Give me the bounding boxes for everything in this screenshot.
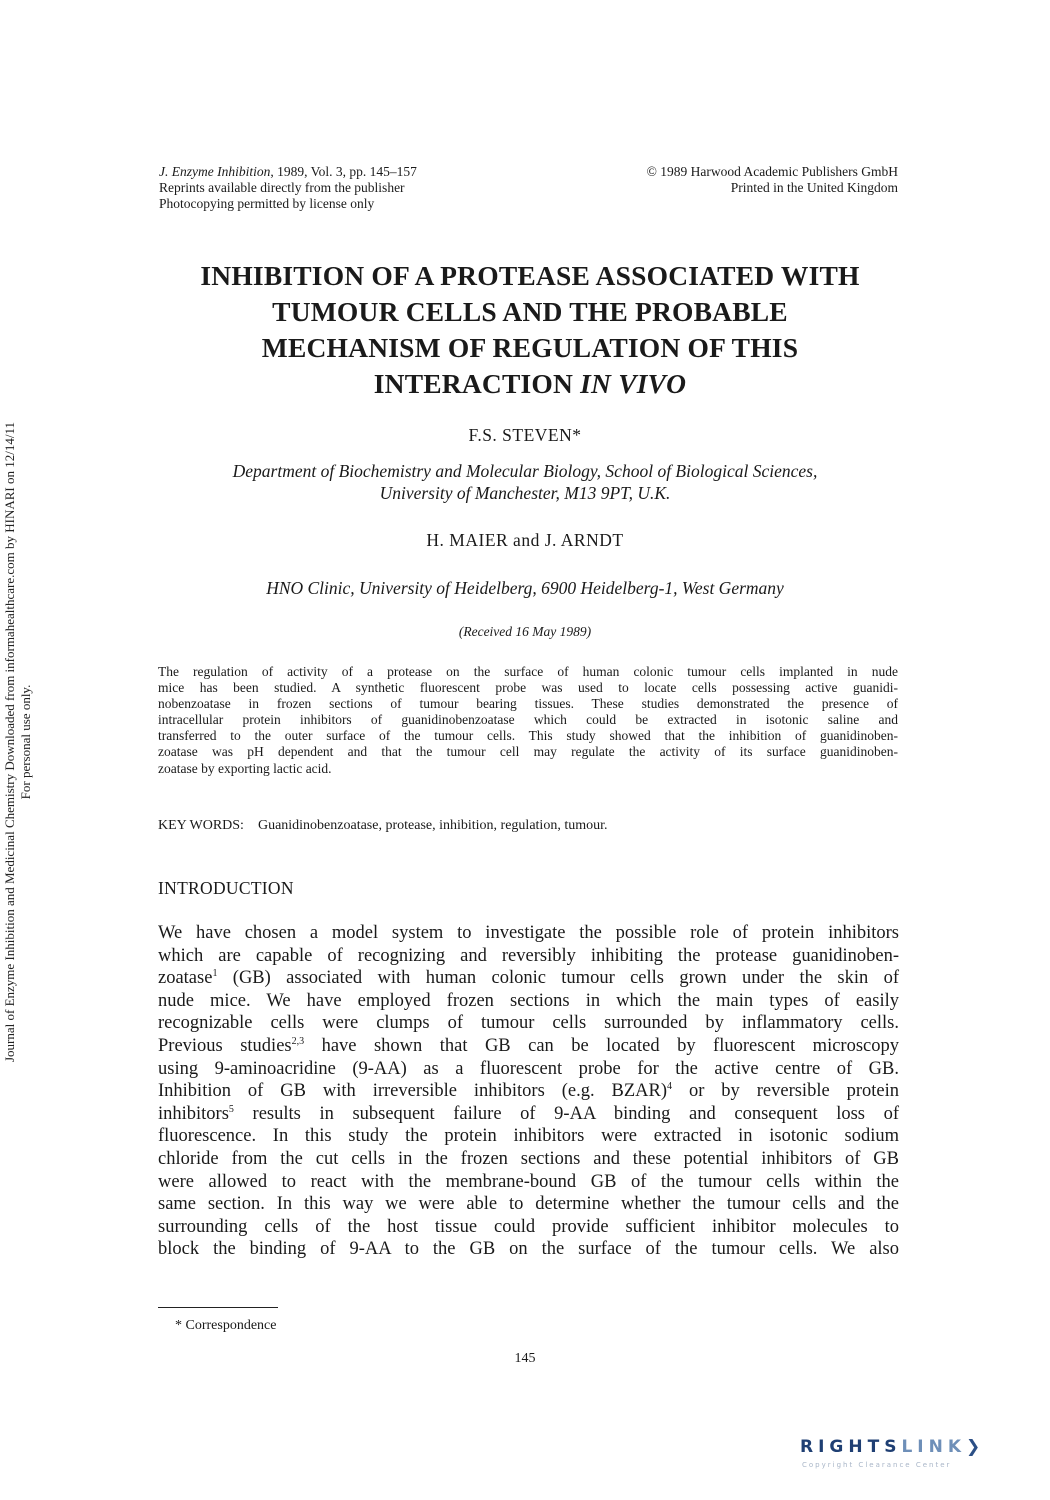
keywords-label: KEY WORDS:	[158, 818, 244, 833]
keywords	[158, 818, 898, 834]
body-line: surrounding cells of the host tissue could provide sufficient inhibitor molecules to	[158, 1216, 899, 1237]
copyright-notice: © 1989 Harwood Academic Publishers GmbH	[646, 164, 898, 179]
download-stamp-line: For personal use only.	[18, 684, 33, 800]
body-line: fluorescence. In this study the protein inhibitors were extracted in isotonic sodium	[158, 1126, 899, 1147]
body-segment: have shown that GB can be located by fluorescent microscopy	[304, 1035, 899, 1056]
download-stamp-line: Journal of Enzyme Inhibition and Medicinal Chemistry Downloaded from informahealthcare.com by HINARI on 12/14/11	[2, 422, 17, 1062]
citation-superscript: 2,3	[291, 1035, 305, 1047]
journal-name: J. Enzyme Inhibition	[159, 164, 271, 179]
abstract-line: mice has been studied. A synthetic fluorescent probe was used to locate cells possessing active guanidi-	[158, 680, 898, 696]
body-line: nude mice. We have employed frozen sections in which the main types of easily	[158, 990, 899, 1011]
printed-notice: Printed in the United Kingdom	[730, 180, 898, 195]
body-line	[158, 967, 899, 990]
page-number: 145	[514, 1351, 536, 1366]
introduction-body	[158, 922, 899, 1261]
running-header-left	[159, 164, 579, 212]
chevron-right-icon: ❯	[966, 1437, 986, 1457]
title-line: MECHANISM OF REGULATION OF THIS	[261, 332, 799, 363]
citation-superscript: 5	[228, 1103, 234, 1115]
title-line: TUMOUR CELLS AND THE PROBABLE	[272, 296, 788, 327]
body-line: chloride from the cut cells in the frozen sections and these potential inhibitors of GB	[158, 1148, 899, 1169]
rightslink-logo[interactable]	[800, 1437, 1030, 1477]
rightslink-wordmark	[800, 1437, 985, 1457]
citation-superscript: 1	[212, 968, 218, 980]
body-line	[158, 1103, 899, 1126]
running-header-right	[600, 164, 898, 196]
author-names: H. MAIER and J. ARNDT	[426, 530, 624, 550]
body-line	[158, 1035, 899, 1058]
body-line: which are capable of recognizing and reversibly inhibiting the protease guanidinoben-	[158, 945, 899, 966]
body-line: We have chosen a model system to investigate the possible role of protein inhibitors	[158, 923, 899, 943]
body-line: recognizable cells were clumps of tumour cells surrounded by inflammatory cells.	[158, 1013, 899, 1034]
body-segment: results in subsequent failure of 9-AA binding and consequent loss of	[233, 1103, 899, 1124]
abstract-line: zoatase was pH dependent and that the tumour cell may regulate the activity of its surface guanidinoben-	[158, 744, 898, 760]
reprints-note: Reprints available directly from the publisher	[159, 180, 405, 195]
abstract-line: zoatase by exporting lactic acid.	[158, 760, 332, 776]
body-line: block the binding of 9-AA to the GB on the surface of the tumour cells. We also	[158, 1239, 899, 1260]
journal-citation	[159, 164, 579, 180]
title-line	[120, 366, 940, 402]
abstract-line: nobenzoatase in frozen sections of tumour bearing tissues. These studies demonstrated the presence of	[158, 696, 898, 712]
abstract-line: The regulation of activity of a protease on the surface of human colonic tumour cells implanted in nude	[158, 664, 898, 679]
abstract-line: transferred to the outer surface of the tumour cells. This study showed that the inhibition of guanidinoben-	[158, 728, 898, 744]
title-line: INHIBITION OF A PROTEASE ASSOCIATED WITH	[200, 260, 860, 291]
received-date: (Received 16 May 1989)	[458, 624, 592, 639]
author-names: F.S. STEVEN*	[468, 425, 582, 445]
affiliation-line: HNO Clinic, University of Heidelberg, 6900 Heidelberg-1, West Germany	[266, 578, 784, 598]
photocopy-note: Photocopying permitted by license only	[159, 196, 375, 211]
paper-title	[120, 258, 940, 402]
section-heading: INTRODUCTION	[158, 878, 294, 898]
body-segment: inhibitors	[158, 1103, 229, 1124]
logo-part: RIGHTS	[800, 1437, 902, 1457]
body-line: using 9-aminoacridine (9-AA) as a fluorescent probe for the active centre of GB.	[158, 1058, 899, 1079]
author-affiliation	[0, 460, 1050, 504]
footnote: * Correspondence	[175, 1318, 277, 1333]
citation-superscript: 4	[667, 1081, 673, 1093]
affiliation-line: University of Manchester, M13 9PT, U.K.	[379, 483, 671, 503]
keywords-text: Guanidinobenzoatase, protease, inhibition, regulation, tumour.	[257, 818, 608, 833]
abstract-line: intracellular protein inhibitors of guanidinobenzoatase which could be extracted in isotonic saline and	[158, 712, 898, 728]
body-segment: zoatase	[158, 968, 213, 989]
body-segment: or by reversible protein	[672, 1081, 900, 1102]
title-roman: INTERACTION	[373, 368, 581, 399]
logo-part: LINK	[901, 1437, 966, 1457]
body-line: were allowed to react with the membrane-bound GB of the tumour cells within the	[158, 1171, 899, 1192]
logo-tagline: Copyright Clearance Center	[802, 1461, 952, 1469]
title-italic: IN VIVO	[580, 368, 687, 399]
body-segment: Inhibition of GB with irreversible inhibitors (e.g. BZAR)	[158, 1081, 668, 1102]
abstract	[158, 664, 898, 777]
body-segment: Previous studies	[158, 1035, 292, 1056]
body-line	[158, 1080, 899, 1103]
body-line: same section. In this way we were able to determine whether the tumour cells and the	[158, 1194, 899, 1215]
affiliation-line: Department of Biochemistry and Molecular Biology, School of Biological Sciences,	[232, 461, 818, 481]
footnote-divider	[158, 1307, 278, 1308]
journal-volume-pages: , 1989, Vol. 3, pp. 145–157	[270, 164, 417, 179]
body-segment: (GB) associated with human colonic tumour cells grown under the skin of	[217, 968, 899, 989]
author-affiliation	[0, 577, 1050, 599]
